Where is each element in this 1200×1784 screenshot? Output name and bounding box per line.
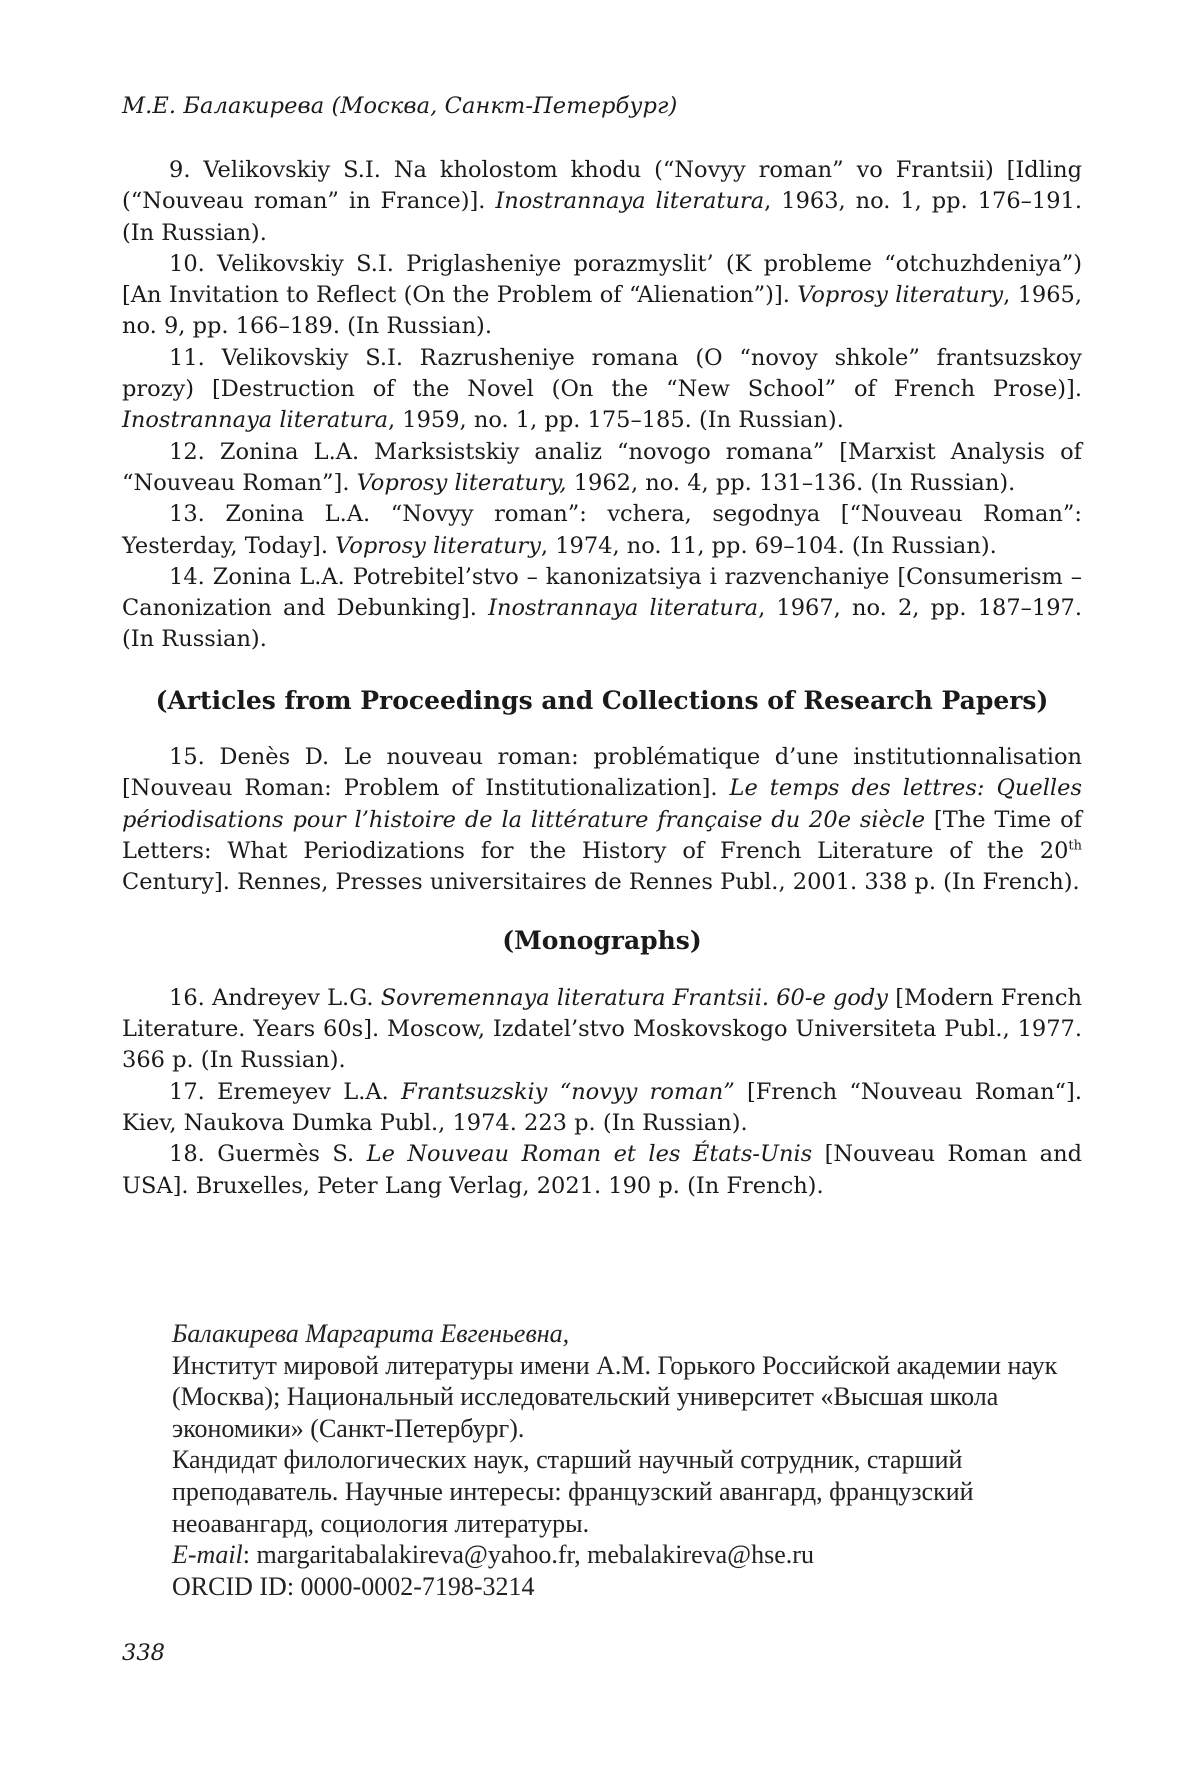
author-name: Балакирева Маргарита Евгеньевна, (172, 1319, 570, 1348)
reference-tail: , 1963, no. 1, pp. 176–191. (In Russian). (122, 188, 1082, 246)
reference-book-title: Frantsuzskiy “novyy roman” (401, 1078, 735, 1105)
reference-superscript: th (1068, 838, 1082, 854)
reference-number: 10. (169, 250, 205, 277)
author-info (172, 1318, 1082, 1602)
reference-11 (122, 343, 1082, 437)
reference-tail: , 1965, no. 9, pp. 166–189. (In Russian). (122, 282, 1082, 340)
reference-number: 15. (169, 744, 205, 771)
reference-lead: Andreyev L.G. (211, 984, 381, 1011)
reference-journal-title: Voprosy literatury (797, 282, 1004, 309)
reference-number: 18. (169, 1141, 205, 1168)
reference-journal-title: Inostrannaya literatura (122, 407, 388, 434)
reference-middle: [The Time of Letters: What Periodizations for the History of French Literature of the 20 (122, 806, 1082, 864)
reference-book-title: Le temps des lettres: Quelles périodisations pour l’histoire de la littérature française du 20e siècle (122, 775, 1082, 833)
reference-tail: , 1959, no. 1, pp. 175–185. (In Russian). (387, 407, 844, 434)
reference-18 (122, 1139, 1082, 1202)
reference-10 (122, 249, 1082, 343)
reference-16 (122, 983, 1082, 1077)
reference-book-title: Le Nouveau Roman et les États-Unis (366, 1141, 813, 1168)
page-number: 338 (122, 1640, 165, 1666)
reference-13 (122, 499, 1082, 562)
reference-17 (122, 1077, 1082, 1140)
author-affiliation: Институт мировой литературы имени А.М. Горького Российской академии наук (Москва); Национальный исследовательский университет «Высшая школа экономики» (Санкт-Петербург). (172, 1350, 1058, 1443)
reference-tail: 1962, no. 4, pp. 131–136. (In Russian). (566, 469, 1016, 496)
email-address: : margaritabalakireva@yahoo.fr, mebalakireva@hse.ru (242, 1540, 814, 1570)
author-orcid: ORCID ID: 0000-0002-7198-3214 (172, 1571, 535, 1601)
reference-tail: , 1967, no. 2, pp. 187–197. (In Russian). (122, 595, 1082, 653)
reference-15 (122, 742, 1082, 898)
running-header: М.Е. Балакирева (Москва, Санкт-Петербург) (122, 93, 678, 119)
reference-lead: Velikovskiy S.I. Na kholostom khodu (“Novyy roman” vo Frantsii) [Idling (“Nouveau roman” in France)]. (122, 157, 1082, 215)
reference-number: 13. (169, 501, 205, 528)
reference-journal-title: Inostrannaya literatura (488, 595, 759, 622)
reference-number: 16. (169, 984, 205, 1011)
reference-lead: Denès D. Le nouveau roman: problématique d’une institutionnalisation [Nouveau Roman: Problem of Institutionalization]. (122, 744, 1083, 802)
reference-journal-title: Inostrannaya literatura (495, 188, 765, 215)
email-label: E-mail (172, 1540, 243, 1570)
reference-book-title: Sovremennaya literatura Frantsii. 60-e gody (380, 984, 889, 1011)
reference-tail: [Modern French Literature. Years 60s]. Moscow, Izdatel’stvo Moskovskogo Universiteta Publ., 1977. 366 p. (In Russian). (122, 984, 1082, 1074)
reference-tail: [Nouveau Roman and USA]. Bruxelles, Peter Lang Verlag, 2021. 190 p. (In French). (122, 1141, 1082, 1199)
reference-lead: Velikovskiy S.I. Priglasheniye porazmyslit’ (K probleme “otchuzhdeniya”) [An Invitation to Reflect (On the Problem of “Alienation”)]. (122, 250, 1082, 309)
reference-tail: Century]. Rennes, Presses universitaires de Rennes Publ., 2001. 338 p. (In French). (122, 869, 1080, 896)
reference-lead: Velikovskiy S.I. Razrusheniye romana (O “novoy shkole” frantsuzskoy prozy) [Destruction of the Novel (On the “New School” of French Prose)]. (122, 344, 1082, 403)
reference-lead: Eremeyev L.A. (217, 1078, 402, 1105)
reference-number: 17. (169, 1078, 205, 1105)
reference-9 (122, 155, 1082, 249)
reference-lead: Guermès S. (217, 1141, 367, 1168)
reference-tail: [French “Nouveau Roman“]. Kiev, Naukova Dumka Publ., 1974. 223 p. (In Russian). (122, 1078, 1082, 1137)
reference-12 (122, 437, 1082, 500)
reference-number: 11. (169, 344, 205, 371)
reference-number: 12. (169, 438, 205, 465)
reference-lead: Zonina L.A. Potrebitel’stvo – kanonizatsiya i razvenchaniye [Consumerism – Canonization and Debunking]. (122, 563, 1083, 622)
references-section (122, 155, 1082, 1202)
reference-number: 14. (169, 563, 205, 590)
reference-lead: Zonina L.A. Marksistskiy analiz “novogo romana” [Marxist Analysis of “Nouveau Roman”]. (122, 438, 1083, 496)
section-heading-articles: (Articles from Proceedings and Collections of Research Papers) (155, 685, 1049, 715)
author-position: Кандидат филологических наук, старший научный сотрудник, старший преподаватель. Научные интересы: французский авангард, французский неоавангард, социология литературы. (172, 1445, 974, 1538)
reference-lead: Zonina L.A. “Novyy roman”: vchera, segodnya [“Nouveau Roman”: Yesterday, Today]. (122, 501, 1082, 559)
section-heading-monographs: (Monographs) (502, 925, 702, 955)
reference-tail: , 1974, no. 11, pp. 69–104. (In Russian). (540, 532, 997, 559)
reference-journal-title: Voprosy literatury (335, 532, 541, 559)
reference-14 (122, 562, 1082, 656)
reference-journal-title: Voprosy literatury, (356, 469, 567, 496)
reference-number: 9. (169, 157, 191, 183)
author-email (172, 1539, 1082, 1571)
